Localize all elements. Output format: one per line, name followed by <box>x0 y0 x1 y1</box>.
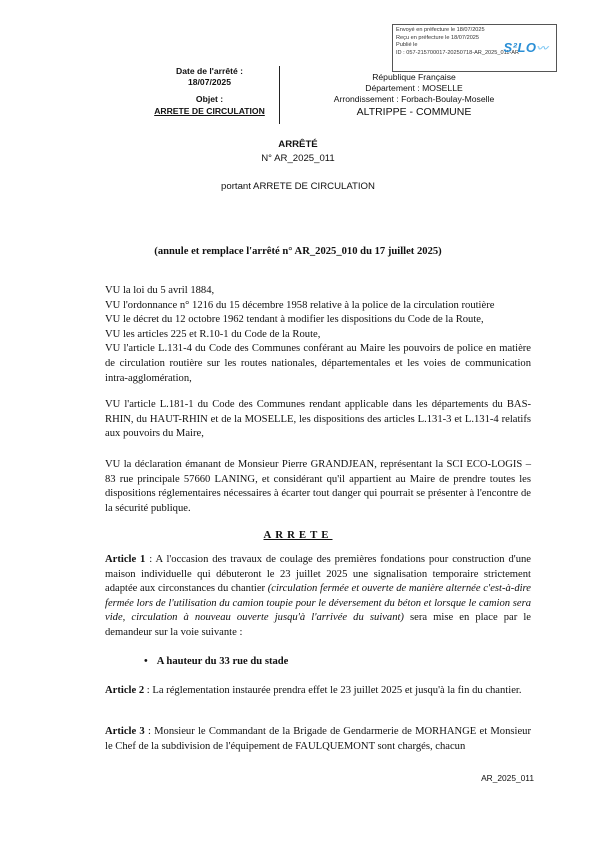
article-text: : Monsieur le Commandant de la Brigade de Gendarmerie de MORHANGE et Monsieur le Chef de la subdivision de l'équipement de FAULQUEMONT sont chargés, chacun <box>105 726 531 752</box>
stamp-line: Reçu en préfecture le 18/07/2025 <box>396 34 480 41</box>
objet-value: ARRETE DE CIRCULATION <box>154 105 265 116</box>
bullet-text: A hauteur du 33 rue du stade <box>156 656 289 667</box>
stamp-line: Publié le <box>396 42 418 49</box>
stamp-line: ID : 057-215700017-20250718-AR_2025_011-AR <box>396 49 520 56</box>
article-2 <box>105 684 531 699</box>
date-value: 18/07/2025 <box>187 77 231 88</box>
article-text-italic: (circulation fermée et ouverte de manière alternée c'est-à-dire fermée lors de l'utilisation du camion toupie pour le déversement du béton et lorsque le camion sera vide, circulation à nouveau ouverte jusqu'à l'arrivée du suivant) <box>105 583 531 624</box>
article-label: Article 3 <box>105 726 145 737</box>
footer-reference: AR_2025_011 <box>481 773 534 783</box>
vu-line: VU l'article L.131-4 du Code des Communes conférant au Maire les pouvoirs de police en matière de circulation routière sur les routes nationales, départementales et les voies de communication intra-agglomération, <box>105 343 531 384</box>
department: Département : MOSELLE <box>365 83 463 94</box>
article-text: : A l'occasion des travaux de coulage des premières fondations pour construction d'une maison individuelle qui débuteront le 23 juillet 2025 une signalisation temporaire strictement adaptée aux circonstances du chantier <box>105 554 531 595</box>
vu-line: VU la loi du 5 avril 1884, <box>105 285 215 296</box>
stamp-line: Envoyé en préfecture le 18/07/2025 <box>396 27 485 33</box>
vu-paragraph: VU l'article L.181-1 du Code des Communes rendant applicable dans les départements du BAS-RHIN, du HAUT-RHIN et de la MOSELLE, les dispositions des articles L.131-3 et L.131-4 relatifs aux pouvoirs du Maire, <box>105 399 531 440</box>
country: République Française <box>372 72 456 82</box>
article-label: Article 2 <box>105 685 145 696</box>
administration-header <box>328 72 500 119</box>
document-title <box>0 138 596 194</box>
objet-label: Objet : <box>195 94 224 105</box>
vu-block-communes <box>105 398 531 442</box>
vu-line: VU les articles 225 et R.10-1 du Code de la Route, <box>105 328 321 340</box>
vu-block-declaration <box>105 458 531 516</box>
article-1 <box>105 553 531 641</box>
title-number: N° AR_2025_011 <box>261 152 335 164</box>
date-label: Date de l'arrêté : <box>175 66 243 76</box>
vu-paragraph: VU la déclaration émanant de Monsieur Pierre GRANDJEAN, représentant la SCI ECO-LOGIS – 83 rue principale 57660 LANING, et considérant qu'il appartient au Maire de prendre toutes les dispositions réglementaires nécessaires à écarter tout danger qui pourrait se présenter à l'encontre de la sécurité publique. <box>105 459 531 514</box>
title-heading: ARRÊTÉ <box>278 139 318 150</box>
article-3 <box>105 725 531 754</box>
article-text: : La réglementation instaurée prendra effet le 23 juillet 2025 et jusqu'à la fin du chantier. <box>144 685 522 696</box>
vu-line: VU l'ordonnance n° 1216 du 15 décembre 1958 relative à la police de la circulation routière <box>105 299 495 311</box>
arrete-heading: ARRETE <box>263 529 333 541</box>
decision-header <box>140 66 280 124</box>
s2lo-logo: S²LO〰 <box>503 40 548 55</box>
vu-line: VU le décret du 12 octobre 1962 tendant à modifier les dispositions du Code de la Route, <box>105 314 484 326</box>
arrondissement: Arrondissement : Forbach-Boulay-Moselle <box>333 94 495 105</box>
replacement-notice: (annule et remplace l'arrêté n° AR_2025_010 du 17 juillet 2025) <box>154 246 442 257</box>
article-text: sera mise en place par le demandeur sur la voie suivante : <box>105 612 531 638</box>
commune-name: ALTRIPPE - COMMUNE <box>356 105 472 118</box>
article-label: Article 1 <box>105 554 146 565</box>
vu-block-legal <box>105 284 531 386</box>
transmission-stamp <box>392 24 557 72</box>
bullet-location: • A hauteur du 33 rue du stade <box>144 656 289 667</box>
title-subtitle: portant ARRETE DE CIRCULATION <box>221 180 375 192</box>
